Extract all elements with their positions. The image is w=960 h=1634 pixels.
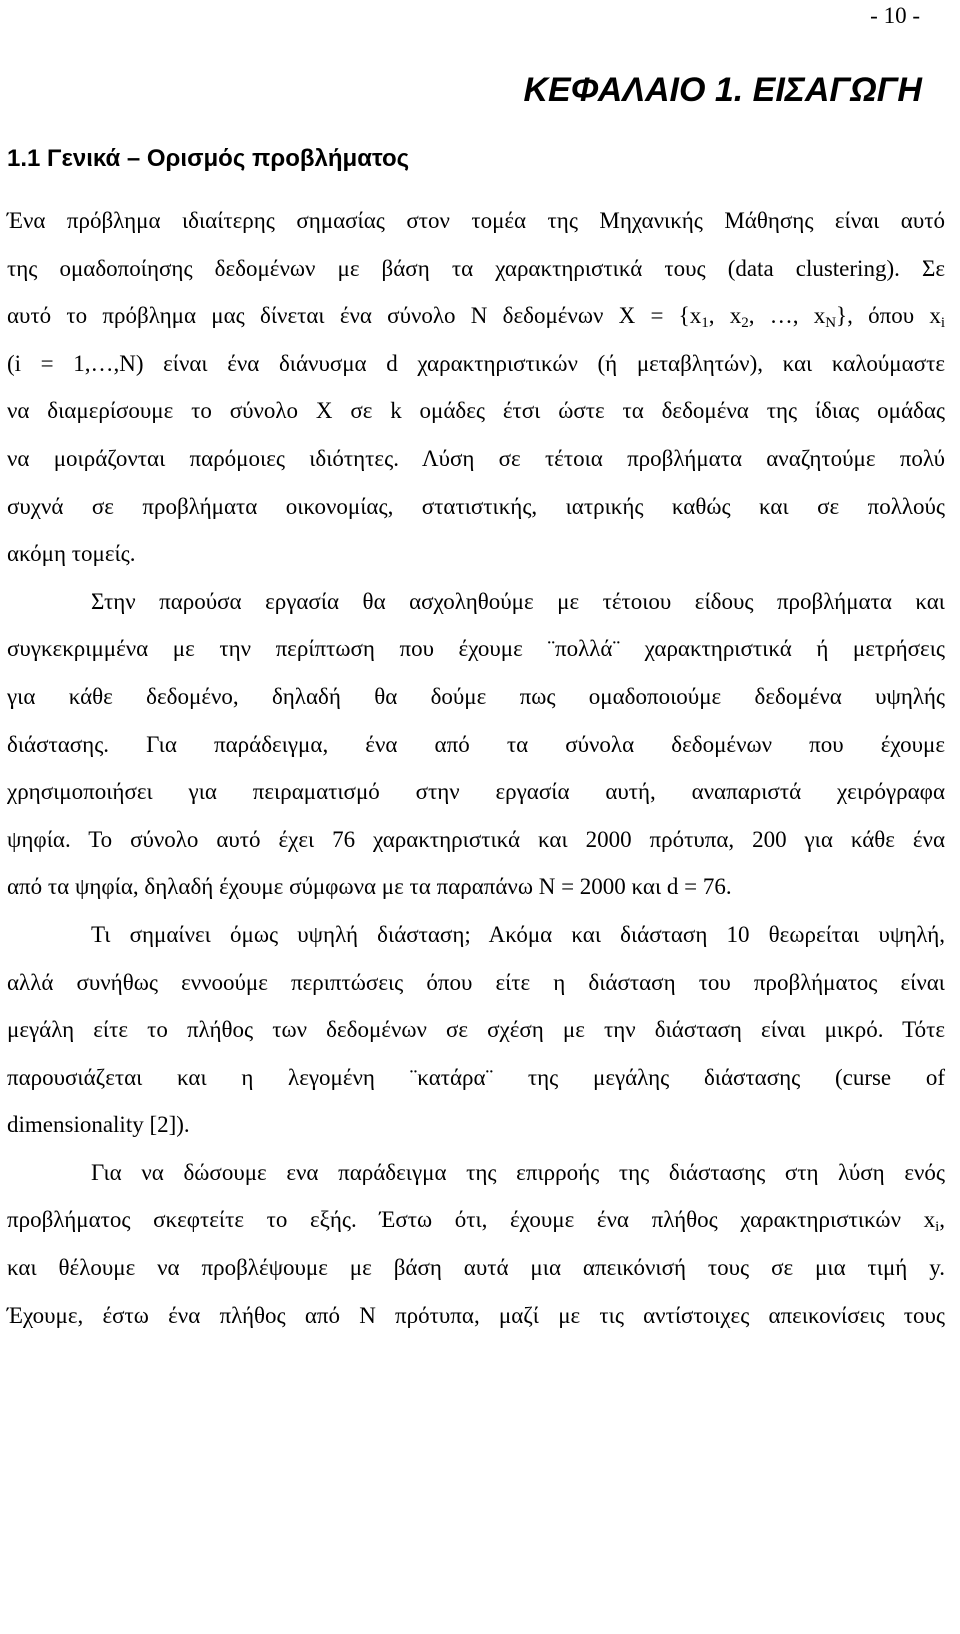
text-line: [7, 292, 945, 340]
subscript: i: [940, 315, 945, 332]
text-line: dimensionality [2]).: [7, 1112, 190, 1138]
text-line: από τα ψηφία, δηλαδή έχουμε σύμφωνα με τα παραπάνω Ν = 2000 και d = 76.: [7, 874, 732, 900]
text-line: της ομαδοποίησης δεδομένων με βάση τα χαρακτηριστικά τους (data clustering). Σε: [7, 255, 945, 281]
subscript: N: [825, 315, 837, 332]
text-line: διάστασης. Για παράδειγμα, ένα από τα σύνολα δεδομένων που έχουμε: [7, 731, 945, 757]
text-line: συχνά σε προβλήματα οικονομίας, στατιστικής, ιατρικής καθώς και σε πολλούς: [7, 493, 945, 519]
text-line: (i = 1,…,N) είναι ένα διάνυσμα d χαρακτηριστικών (ή μεταβλητών), και καλούμαστε: [7, 350, 945, 376]
text-line: Τι σημαίνει όμως υψηλή διάσταση; Ακόμα και διάσταση 10 θεωρείται υψηλή,: [91, 921, 945, 947]
text-line: για κάθε δεδομένο, δηλαδή θα δούμε πως ομαδοποιούμε δεδομένα υψηλής: [7, 683, 945, 709]
text-line: να διαμερίσουμε το σύνολο Χ σε k ομάδες έτσι ώστε τα δεδομένα της ίδιας ομάδας: [7, 398, 945, 424]
page-number: - 10 -: [870, 3, 920, 28]
text-line: ακόμη τομείς.: [7, 541, 136, 567]
text-line: αλλά συνήθως εννοούμε περιπτώσεις όπου είτε η διάσταση του προβλήματος είναι: [7, 969, 945, 995]
text-line: και θέλουμε να προβλέψουμε με βάση αυτά μια απεικόνισή τους σε μια τιμή y.: [7, 1255, 945, 1281]
text-line: χρησιμοποιήσει για πειραματισμό στην εργασία αυτή, αναπαριστά χειρόγραφα: [7, 779, 945, 805]
text-fragment: αυτό το πρόβλημα μας δίνεται ένα σύνολο Ν δεδομένων Χ = {x: [7, 303, 702, 329]
text-line: να μοιράζονται παρόμοιες ιδιότητες. Λύση σε τέτοια προβλήματα αναζητούμε πολύ: [7, 445, 945, 471]
text-line: Στην παρούσα εργασία θα ασχοληθούμε με τέτοιου είδους προβλήματα και: [91, 588, 945, 614]
section-heading: 1.1 Γενικά – Ορισμός προβλήματος: [7, 145, 410, 172]
subscript: 2: [741, 315, 749, 332]
body-text: [7, 197, 945, 1339]
text-fragment: }, όπου x: [836, 303, 941, 329]
subscript: 1: [701, 315, 709, 332]
text-line: [7, 1196, 945, 1244]
text-line: Ένα πρόβλημα ιδιαίτερης σημασίας στον τομέα της Μηχανικής Μάθησης είναι αυτό: [7, 208, 945, 233]
text-line: παρουσιάζεται και η λεγομένη ¨κατάρα¨ της μεγάλης διάστασης (curse of: [7, 1064, 945, 1090]
text-fragment: προβλήματος σκεφτείτε το εξής. Έστω ότι, έχουμε ένα πλήθος χαρακτηριστικών x: [7, 1207, 936, 1233]
text-line: Για να δώσουμε ενα παράδειγμα της επιρροής της διάστασης στη λύση ενός: [91, 1159, 945, 1185]
text-line: ψηφία. Το σύνολο αυτό έχει 76 χαρακτηριστικά και 2000 πρότυπα, 200 για κάθε ένα: [7, 826, 945, 852]
text-line: συγκεκριμμένα με την περίπτωση που έχουμε ¨πολλά¨ χαρακτηριστικά ή μετρήσεις: [7, 636, 945, 662]
subscript: i: [935, 1219, 940, 1236]
text-fragment: , x: [708, 303, 742, 329]
text-line: Έχουμε, έστω ένα πλήθος από Ν πρότυπα, μαζί με τις αντίστοιχες απεικονίσεις τους: [7, 1302, 945, 1328]
chapter-title: ΚΕΦΑΛΑΙΟ 1. ΕΙΣΑΓΩΓΗ: [523, 71, 922, 109]
text-fragment: ,: [939, 1207, 945, 1233]
text-fragment: , …, x: [748, 303, 826, 329]
text-line: μεγάλη είτε το πλήθος των δεδομένων σε σχέση με την διάσταση είναι μικρό. Τότε: [7, 1017, 945, 1043]
